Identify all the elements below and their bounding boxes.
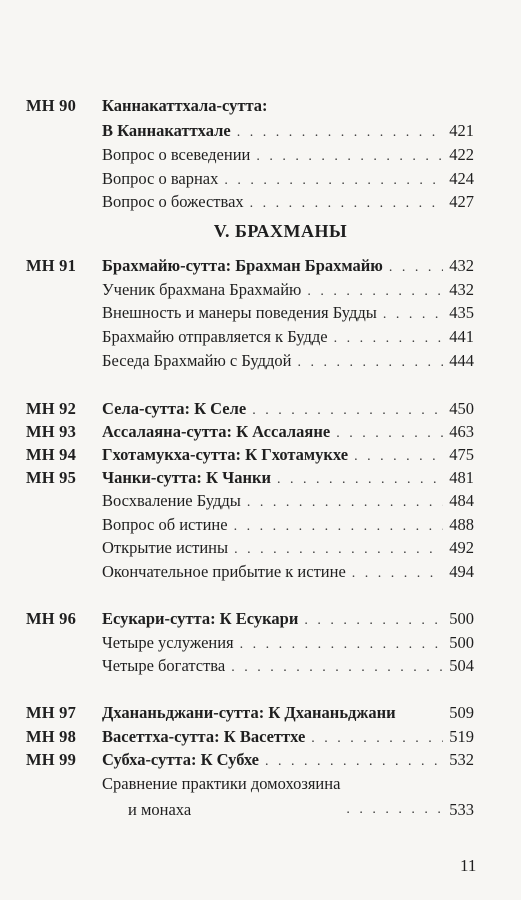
toc-row	[26, 771, 474, 819]
entry-title: Брахмайю отправляется к Будде	[102, 327, 328, 346]
toc-row	[26, 653, 474, 679]
entry-page-number: 532	[449, 750, 474, 769]
dot-leader	[352, 561, 443, 587]
toc-entry	[102, 771, 474, 823]
toc-row	[26, 93, 474, 119]
entry-title: В Каннакаттхале	[102, 121, 231, 140]
toc-row	[26, 189, 474, 215]
toc-row	[26, 118, 474, 144]
entry-page-number: 509	[449, 703, 474, 722]
entry-page-number: 435	[449, 303, 474, 322]
entry-title: Четыре услужения	[102, 633, 234, 652]
sutta-code: MН 99	[26, 750, 77, 769]
toc-row	[26, 324, 474, 350]
entry-page-number: 492	[449, 538, 474, 557]
toc-entry	[102, 700, 474, 726]
entry-page-number: 500	[449, 609, 474, 628]
toc-entry	[102, 189, 474, 217]
sutta-code: MН 98	[26, 727, 77, 746]
toc-row	[26, 300, 474, 326]
sutta-code: MН 91	[26, 256, 77, 275]
entry-title: Брахмайю-сутта: Брахман Брахмайю	[102, 256, 383, 275]
sutta-code: MН 93	[26, 422, 77, 441]
entry-page-number: 427	[449, 192, 474, 211]
toc-entry	[102, 348, 474, 376]
entry-page-number: 494	[449, 562, 474, 581]
entry-page-number: 463	[449, 422, 474, 441]
toc-row	[26, 747, 474, 773]
sutta-code: MН 92	[26, 399, 77, 418]
page-number: 11	[460, 856, 477, 875]
toc-entry	[102, 653, 474, 681]
entry-page-number: 481	[449, 468, 474, 487]
entry-title: Села-сутта: К Селе	[102, 399, 247, 418]
dot-leader	[231, 655, 443, 681]
sutta-code: MН 96	[26, 609, 77, 628]
entry-title: Восхваление Будды	[102, 491, 241, 510]
entry-page-number: 424	[449, 169, 474, 188]
entry-page-number: 484	[449, 491, 474, 510]
entry-page-number: 432	[449, 256, 474, 275]
entry-title: Вопрос о божествах	[102, 192, 244, 211]
entry-title: Четыре богатства	[102, 656, 226, 675]
entry-title: Гхотамукха-сутта: К Гхотамукхе	[102, 445, 349, 464]
entry-page-number: 422	[449, 145, 474, 164]
entry-page-number: 533	[449, 800, 474, 819]
dot-leader	[298, 350, 444, 376]
toc-row	[26, 559, 474, 585]
dot-leader	[250, 191, 444, 217]
entry-title: Чанки-сутта: К Чанки	[102, 468, 271, 487]
entry-title: Каннакаттхала-сутта:	[102, 96, 268, 115]
entry-title	[102, 771, 340, 823]
entry-title: Вопрос о всеведении	[102, 145, 251, 164]
toc-entry	[102, 559, 474, 587]
entry-title-line-1: Сравнение практики домохозяина	[102, 774, 341, 793]
sutta-code: MН 95	[26, 468, 77, 487]
entry-title: Есукари-сутта: К Есукари	[102, 609, 299, 628]
entry-page-number: 421	[449, 121, 474, 140]
dot-leader	[346, 797, 443, 823]
entry-title: Окончательное прибытие к истине	[102, 562, 346, 581]
entry-title: Субха-сутта: К Субхе	[102, 750, 259, 769]
toc-row	[26, 535, 474, 561]
entry-title: Открытие истины	[102, 538, 229, 557]
entry-title: Вопрос об истине	[102, 515, 228, 534]
entry-page-number: 444	[449, 351, 474, 370]
entry-title: Вопрос о варнах	[102, 169, 219, 188]
toc-entry	[102, 93, 474, 119]
toc-row	[26, 253, 474, 279]
entry-page-number: 475	[449, 445, 474, 464]
sutta-code: MН 90	[26, 96, 77, 115]
toc-row	[26, 488, 474, 514]
entry-page-number: 450	[449, 399, 474, 418]
entry-title: Дхананьджани-сутта: К Дхананьджани	[102, 703, 396, 722]
entry-title-line-2: и монаха	[128, 800, 192, 819]
toc-row	[26, 142, 474, 168]
entry-page-number: 504	[449, 656, 474, 675]
entry-title: Внешность и манеры поведения Будды	[102, 303, 377, 322]
entry-page-number: 432	[449, 280, 474, 299]
sutta-code: MН 97	[26, 703, 77, 722]
entry-title: Ученик брахмана Брахмайю	[102, 280, 302, 299]
entry-title: Беседа Брахмайю с Буддой	[102, 351, 292, 370]
entry-title: Васеттха-сутта: К Васеттхе	[102, 727, 306, 746]
toc-row	[26, 348, 474, 374]
entry-page-number: 441	[449, 327, 474, 346]
section-heading: V. БРАХМАНЫ	[213, 221, 348, 241]
toc-row	[26, 700, 474, 726]
entry-page-number: 519	[449, 727, 474, 746]
entry-page-number: 488	[449, 515, 474, 534]
toc-row	[26, 606, 474, 632]
entry-page-number: 500	[449, 633, 474, 652]
sutta-code: MН 94	[26, 445, 77, 464]
entry-title: Ассалаяна-сутта: К Ассалаяне	[102, 422, 331, 441]
